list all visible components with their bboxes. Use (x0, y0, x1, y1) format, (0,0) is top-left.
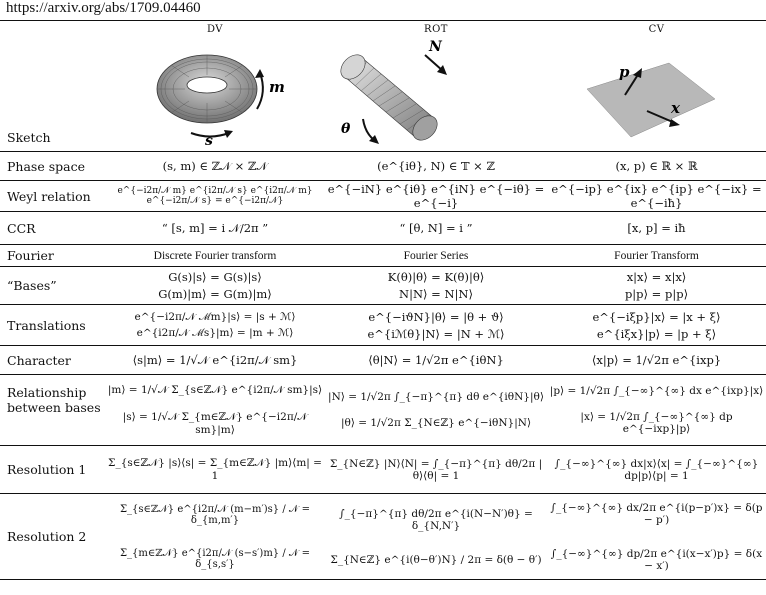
resolution1-rot: Σ_{N∈ℤ} |N⟩⟨N| = ∫_{−π}^{π} dθ/2π |θ⟩⟨θ| = 1 (325, 446, 547, 494)
label-m: m (269, 78, 285, 96)
row-label-phase-space: Phase space (0, 152, 105, 181)
row-label-ccr: CCR (0, 212, 105, 245)
phase-space-cv: (x, p) ∈ ℝ × ℝ (547, 152, 766, 181)
character-cv: ⟨x|p⟩ = 1/√2π e^{ixp} (547, 346, 766, 375)
phase-space-rot: (e^{iθ}, N) ∈ 𝕋 × ℤ (325, 152, 547, 181)
resolution2-dv-1: Σ_{s∈ℤ𝒩} e^{i2π/𝒩 (m−m′)s} / 𝒩 = δ_{m,m′} (119, 503, 311, 526)
ccr-cv: [x, p] = iħ (547, 212, 766, 245)
col-header-dv: DV (105, 21, 325, 38)
translations-rot-2: e^{iℳθ}|N⟩ = |N + ℳ⟩ (367, 326, 505, 341)
row-label-translations: Translations (0, 305, 105, 346)
relationship-dv-1: |m⟩ = 1/√𝒩 Σ_{s∈ℤ𝒩} e^{i2π/𝒩 sm}|s⟩ (107, 384, 323, 396)
bases-dv-2: G(m)|m⟩ = G(m)|m⟩ (158, 287, 272, 301)
relationship-label-line1: Relationship (7, 385, 87, 400)
translations-cv-2: e^{iξx}|p⟩ = |p + ξ⟩ (596, 326, 717, 341)
source-url[interactable]: https://arxiv.org/abs/1709.04460 (6, 0, 201, 16)
comparison-table (0, 20, 766, 580)
col-header-rot: ROT (325, 21, 547, 38)
row-label-fourier: Fourier (0, 245, 105, 267)
bases-rot-1: K(θ)|θ⟩ = K(θ)|θ⟩ (387, 270, 485, 284)
translations-rot-1: e^{−iϑN}|θ⟩ = |θ + ϑ⟩ (368, 309, 504, 324)
label-p: p (619, 63, 630, 81)
phase-space-dv: (s, m) ∈ ℤ𝒩 × ℤ𝒩 (105, 152, 325, 181)
translations-dv-2: e^{i2π/𝒩 ℳs}|m⟩ = |m + ℳ⟩ (136, 326, 294, 339)
relationship-rot-1: |N⟩ = 1/√2π ∫_{−π}^{π} dθ e^{iθN}|θ⟩ (328, 391, 544, 403)
row-label-resolution1: Resolution 1 (0, 446, 105, 494)
relationship-cv-1: |p⟩ = 1/√2π ∫_{−∞}^{∞} dx e^{ixp}|x⟩ (549, 385, 764, 397)
resolution2-cv-2: ∫_{−∞}^{∞} dp/2π e^{i(x−x′)p} = δ(x − x′) (550, 547, 763, 572)
row-label-sketch: Sketch (0, 37, 105, 152)
resolution2-cv-1: ∫_{−∞}^{∞} dx/2π e^{i(p−p′)x} = δ(p − p′) (550, 501, 763, 526)
ccr-row (0, 212, 766, 245)
fourier-rot: Fourier Series (325, 245, 547, 267)
fourier-dv: Discrete Fourier transform (105, 245, 325, 267)
relationship-dv-2: |s⟩ = 1/√𝒩 Σ_{m∈ℤ𝒩} e^{−i2π/𝒩 sm}|m⟩ (122, 411, 308, 436)
row-label-weyl: Weyl relation (0, 181, 105, 212)
weyl-dv: e^{−i2π/𝒩 m} e^{i2π/𝒩 s} e^{i2π/𝒩 m} e^{−i2π/𝒩 s} = e^{−i2π/𝒩} (105, 181, 325, 212)
label-s: s (205, 133, 213, 147)
ccr-rot: “ [θ, N] = i ” (325, 212, 547, 245)
row-label-bases: “Bases” (0, 267, 105, 305)
bases-rot-2: N|N⟩ = N|N⟩ (399, 287, 473, 301)
label-x: x (671, 99, 680, 117)
character-rot: ⟨θ|N⟩ = 1/√2π e^{iθN} (325, 346, 547, 375)
fourier-row (0, 245, 766, 267)
relationship-rot-2: |θ⟩ = 1/√2π Σ_{N∈ℤ} e^{−iθN}|N⟩ (340, 417, 532, 429)
translations-row (0, 305, 766, 346)
row-label-resolution2: Resolution 2 (0, 494, 105, 580)
row-label-character: Character (0, 346, 105, 375)
resolution2-row (0, 494, 766, 580)
weyl-row (0, 181, 766, 212)
character-dv: ⟨s|m⟩ = 1/√𝒩 e^{i2π/𝒩 sm} (105, 346, 325, 375)
fourier-cv: Fourier Transform (547, 245, 766, 267)
relationship-row (0, 375, 766, 446)
weyl-rot: e^{−iN} e^{iθ} e^{iN} e^{−iθ} = e^{−i} (325, 181, 547, 212)
translations-cv-1: e^{−iξp}|x⟩ = |x + ξ⟩ (592, 309, 721, 324)
resolution2-rot-1: ∫_{−π}^{π} dθ/2π e^{i(N−N′)θ} = δ_{N,N′} (339, 507, 533, 532)
plane-sketch (547, 37, 766, 152)
bases-row (0, 267, 766, 305)
col-header-cv: CV (547, 21, 766, 38)
relationship-label-line2: between bases (7, 400, 101, 415)
bases-cv-1: x|x⟩ = x|x⟩ (626, 270, 687, 284)
translations-dv-1: e^{−i2π/𝒩 ℳm}|s⟩ = |s + ℳ⟩ (134, 310, 296, 323)
resolution1-cv: ∫_{−∞}^{∞} dx|x⟩⟨x| = ∫_{−∞}^{∞} dp|p⟩⟨p| = 1 (547, 446, 766, 494)
resolution1-row (0, 446, 766, 494)
relationship-cv-2: |x⟩ = 1/√2π ∫_{−∞}^{∞} dp e^{−ixp}|p⟩ (580, 411, 733, 435)
bases-dv-1: G(s)|s⟩ = G(s)|s⟩ (168, 270, 262, 284)
weyl-cv: e^{−ip} e^{ix} e^{ip} e^{−ix} = e^{−iħ} (547, 181, 766, 212)
row-label-relationship (0, 375, 105, 446)
label-theta: θ (341, 121, 351, 137)
resolution2-dv-2: Σ_{m∈ℤ𝒩} e^{i2π/𝒩 (s−s′)m} / 𝒩 = δ_{s,s′} (119, 547, 311, 570)
resolution1-dv: Σ_{s∈ℤ𝒩} |s⟩⟨s| = Σ_{m∈ℤ𝒩} |m⟩⟨m| = 1 (105, 446, 325, 494)
sketch-row (0, 37, 766, 152)
label-N: N (429, 39, 442, 55)
bases-cv-2: p|p⟩ = p|p⟩ (624, 287, 689, 301)
phase-space-row (0, 152, 766, 181)
cylinder-sketch (325, 37, 547, 152)
character-row (0, 346, 766, 375)
header-row (0, 21, 766, 38)
resolution2-rot-2: Σ_{N∈ℤ} e^{i(θ−θ′)N} / 2π = δ(θ − θ′) (330, 553, 542, 566)
torus-sketch (105, 37, 325, 152)
ccr-dv: “ [s, m] = i 𝒩/2π ” (105, 212, 325, 245)
